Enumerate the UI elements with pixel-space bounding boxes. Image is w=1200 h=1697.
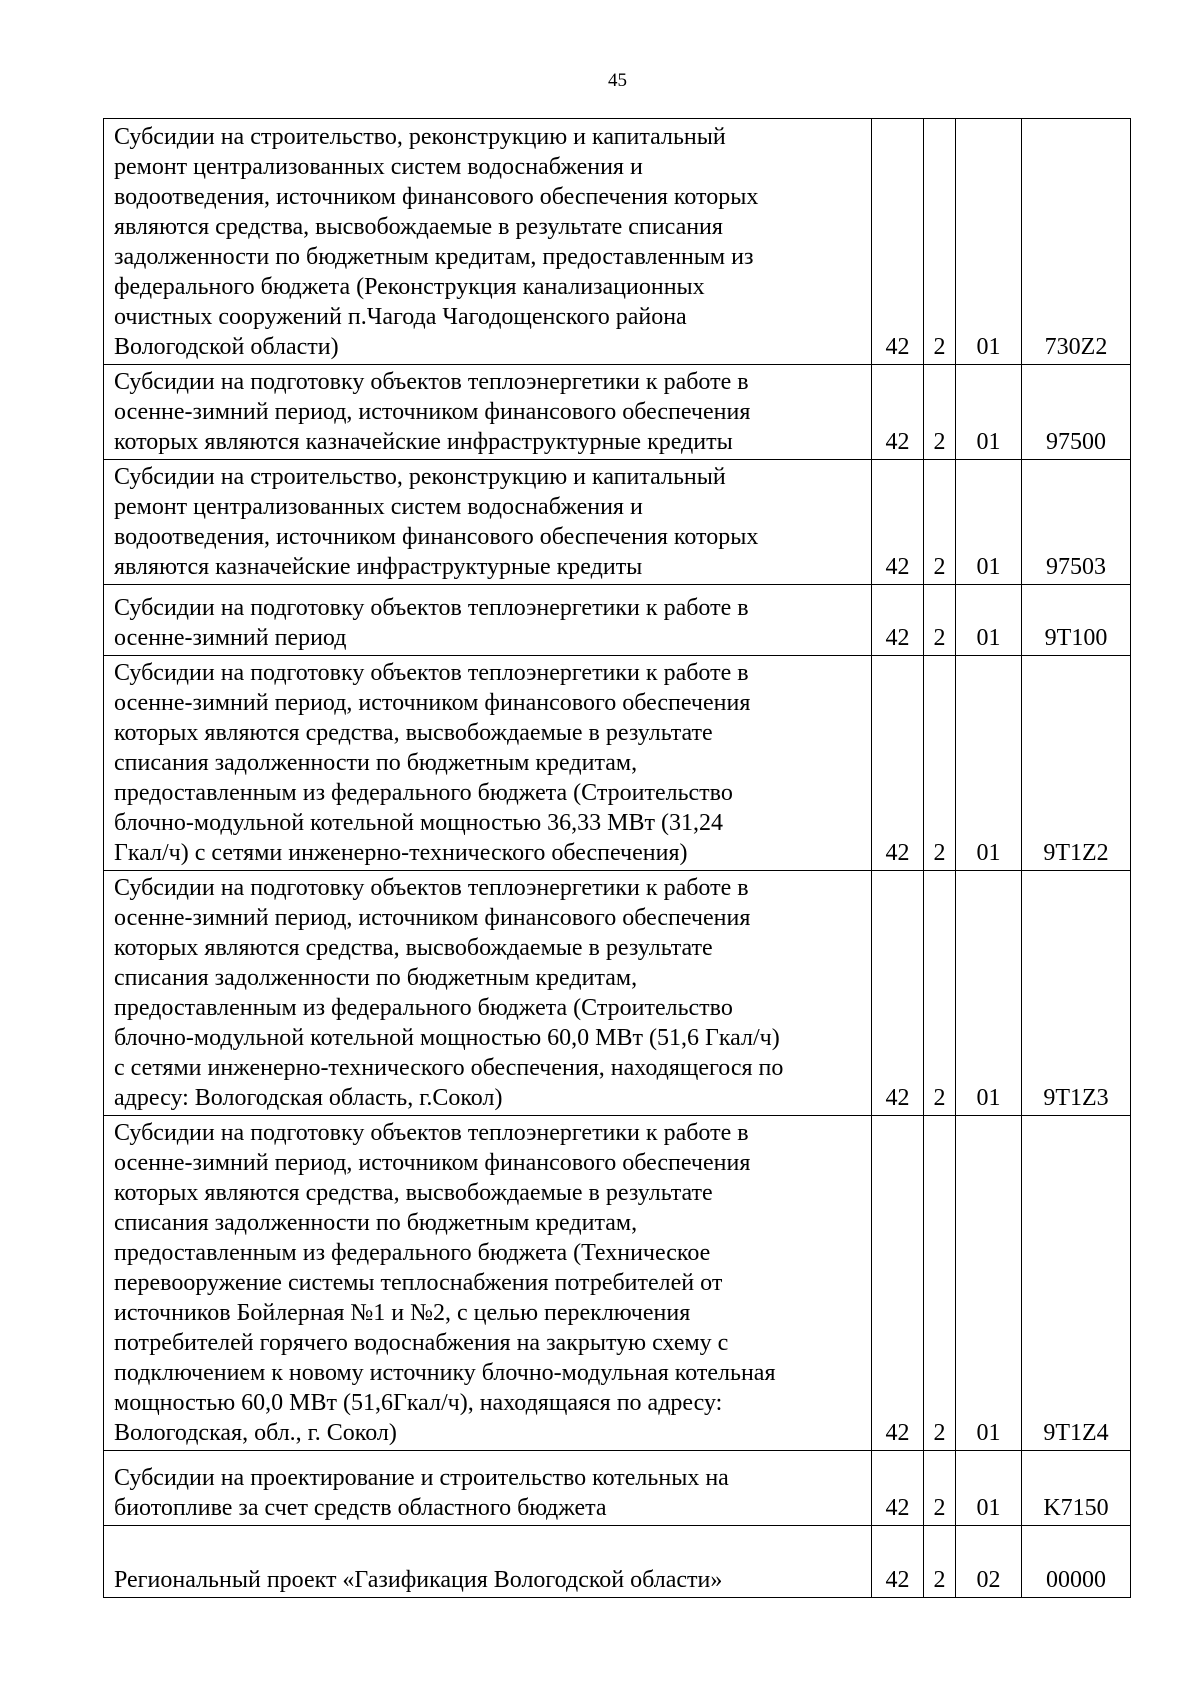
subprogram-code: 2 [924, 1526, 956, 1598]
expense-name: Субсидии на проектирование и строительство котельных на биотопливе за счет средств областного бюджета [104, 1451, 872, 1526]
direction-code: 97503 [1022, 460, 1131, 585]
subprogram-code: 2 [924, 460, 956, 585]
page-number: 45 [608, 70, 627, 91]
program-code: 42 [872, 460, 924, 585]
event-code: 01 [956, 460, 1022, 585]
table-row [104, 1526, 1131, 1598]
direction-code: 9T1Z4 [1022, 1116, 1131, 1451]
table-row [104, 365, 1131, 460]
table-row [104, 871, 1131, 1116]
program-code: 42 [872, 1526, 924, 1598]
event-code: 01 [956, 656, 1022, 871]
expense-name: Субсидии на подготовку объектов теплоэнергетики к работе в осенне-зимний период [104, 585, 872, 656]
expense-name: Субсидии на подготовку объектов теплоэнергетики к работе в осенне-зимний период, источником финансового обеспечения которых являются средства, высвобождаемые в результате списания задолженности по бюджетным кредитам, предоставленным из федерального бюджета (Техническое перевооружение системы теплоснабжения потребителей от источников Бойлерная №1 и №2, с целью переключения потребителей горячего водоснабжения на закрытую схему с подключением к новому источнику блочно-модульная котельная мощностью 60,0 МВт (51,6Гкал/ч), находящаяся по адресу: Вологодская, обл., г. Сокол) [104, 1116, 872, 1451]
expense-name: Субсидии на подготовку объектов теплоэнергетики к работе в осенне-зимний период, источником финансового обеспечения которых являются средства, высвобождаемые в результате списания задолженности по бюджетным кредитам, предоставленным из федерального бюджета (Строительство блочно-модульной котельной мощностью 36,33 МВт (31,24 Гкал/ч) с сетями инженерно-технического обеспечения) [104, 656, 872, 871]
direction-code: 730Z2 [1022, 119, 1131, 365]
expense-name: Региональный проект «Газификация Вологодской области» [104, 1526, 872, 1598]
table-row [104, 1116, 1131, 1451]
table-row [104, 119, 1131, 365]
subprogram-code: 2 [924, 871, 956, 1116]
table-row [104, 460, 1131, 585]
event-code: 01 [956, 119, 1022, 365]
budget-classification-table [103, 118, 1131, 1598]
direction-code: 9T1Z3 [1022, 871, 1131, 1116]
event-code: 01 [956, 1451, 1022, 1526]
direction-code: 9T100 [1022, 585, 1131, 656]
program-code: 42 [872, 871, 924, 1116]
table-row [104, 656, 1131, 871]
expense-name: Субсидии на подготовку объектов теплоэнергетики к работе в осенне-зимний период, источником финансового обеспечения которых являются казначейские инфраструктурные кредиты [104, 365, 872, 460]
subprogram-code: 2 [924, 656, 956, 871]
subprogram-code: 2 [924, 119, 956, 365]
direction-code: K7150 [1022, 1451, 1131, 1526]
table-row [104, 585, 1131, 656]
program-code: 42 [872, 119, 924, 365]
event-code: 01 [956, 585, 1022, 656]
program-code: 42 [872, 365, 924, 460]
direction-code: 00000 [1022, 1526, 1131, 1598]
direction-code: 9T1Z2 [1022, 656, 1131, 871]
program-code: 42 [872, 1116, 924, 1451]
direction-code: 97500 [1022, 365, 1131, 460]
subprogram-code: 2 [924, 1116, 956, 1451]
event-code: 01 [956, 1116, 1022, 1451]
program-code: 42 [872, 1451, 924, 1526]
event-code: 01 [956, 365, 1022, 460]
expense-name: Субсидии на подготовку объектов теплоэнергетики к работе в осенне-зимний период, источником финансового обеспечения которых являются средства, высвобождаемые в результате списания задолженности по бюджетным кредитам, предоставленным из федерального бюджета (Строительство блочно-модульной котельной мощностью 60,0 МВт (51,6 Гкал/ч) с сетями инженерно-технического обеспечения, находящегося по адресу: Вологодская область, г.Сокол) [104, 871, 872, 1116]
subprogram-code: 2 [924, 1451, 956, 1526]
event-code: 02 [956, 1526, 1022, 1598]
subprogram-code: 2 [924, 585, 956, 656]
table-row [104, 1451, 1131, 1526]
expense-name: Субсидии на строительство, реконструкцию и капитальный ремонт централизованных систем водоснабжения и водоотведения, источником финансового обеспечения которых являются средства, высвобождаемые в результате списания задолженности по бюджетным кредитам, предоставленным из федерального бюджета (Реконструкция канализационных очистных сооружений п.Чагода Чагодощенского района Вологодской области) [104, 119, 872, 365]
program-code: 42 [872, 656, 924, 871]
program-code: 42 [872, 585, 924, 656]
subprogram-code: 2 [924, 365, 956, 460]
expense-name: Субсидии на строительство, реконструкцию и капитальный ремонт централизованных систем водоснабжения и водоотведения, источником финансового обеспечения которых являются казначейские инфраструктурные кредиты [104, 460, 872, 585]
event-code: 01 [956, 871, 1022, 1116]
